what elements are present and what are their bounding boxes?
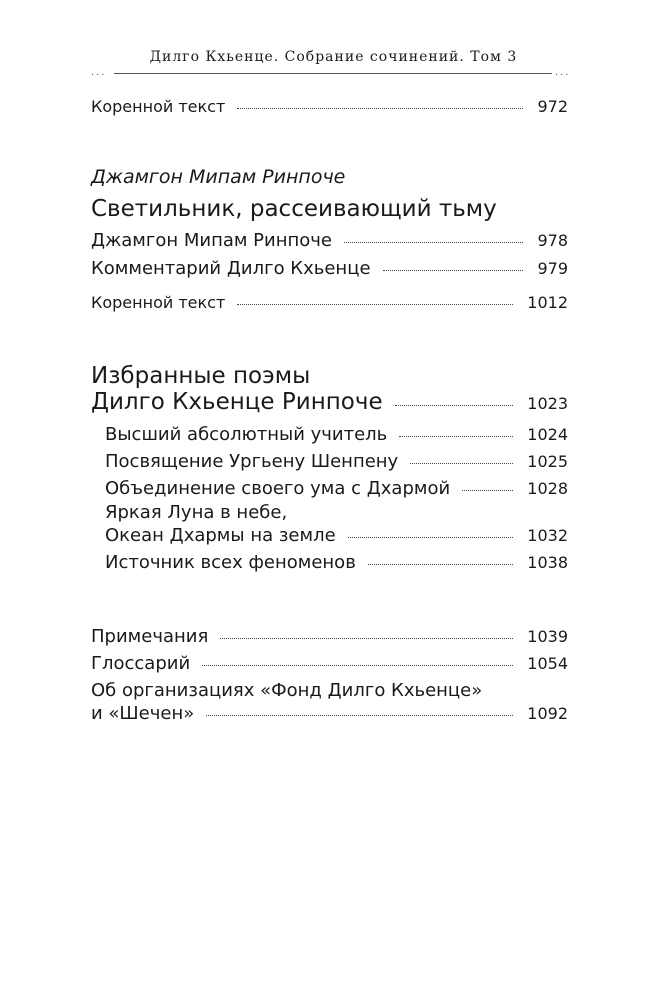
toc-entry-title: Джамгон Мипам Ринпоче	[91, 230, 332, 251]
toc-entry-page: 979	[537, 259, 568, 278]
toc-entry-dilgo-commentary	[91, 258, 568, 279]
dot-leader	[348, 537, 514, 538]
toc-entry-page: 1039	[527, 627, 568, 646]
toc-entry-title: и «Шечен»	[91, 703, 195, 724]
dot-leader	[202, 665, 513, 666]
toc-entry-title: Дилго Кхьенце Ринпоче	[91, 389, 383, 415]
dot-leader	[399, 436, 513, 437]
toc-entry-mipam	[91, 230, 568, 251]
toc-entry-title: Источник всех феноменов	[105, 552, 356, 573]
running-head-rule	[114, 73, 552, 74]
toc-entry-title: Комментарий Дилго Кхьенце	[91, 258, 371, 279]
toc-entry-page: 1023	[527, 394, 568, 413]
section-title: Избранные поэмы	[91, 363, 311, 389]
toc-entry-title: Коренной текст	[91, 97, 226, 116]
toc-entry-notes	[91, 626, 568, 647]
toc-entry-poem-4-line1: Яркая Луна в небе,	[105, 502, 288, 523]
toc-entry-poems-title	[91, 389, 568, 415]
toc-entry-page: 1054	[527, 654, 568, 673]
toc-entry-page: 1032	[527, 526, 568, 545]
toc-entry-poem-1	[105, 424, 568, 445]
section-title: Светильник, рассеивающий тьму	[91, 196, 497, 222]
toc-entry-poem-3	[105, 478, 568, 499]
toc-entry-page: 1024	[527, 425, 568, 444]
toc-entry-title: Океан Дхармы на земле	[105, 525, 336, 546]
toc-entry-orgs-line1: Об организациях «Фонд Дилго Кхьенце»	[91, 680, 483, 701]
toc-entry-root-text-1	[91, 97, 568, 116]
dot-leader	[395, 405, 514, 406]
toc-entry-poem-2	[105, 451, 568, 472]
toc-entry-page: 1038	[527, 553, 568, 572]
toc-entry-page: 1092	[527, 704, 568, 723]
toc-entry-page: 1028	[527, 479, 568, 498]
dot-leader	[206, 715, 513, 716]
section-author: Джамгон Мипам Ринпоче	[91, 166, 346, 188]
toc-entry-page: 972	[537, 97, 568, 116]
dot-leader	[410, 463, 513, 464]
dot-leader	[237, 108, 523, 109]
dot-leader	[237, 304, 513, 305]
toc-entry-title: Объединение своего ума с Дхармой	[105, 478, 451, 499]
running-head-dots-right: ...	[555, 67, 571, 78]
running-head-dots-left: ...	[91, 67, 107, 78]
running-head: Дилго Кхьенце. Собрание сочинений. Том 3	[149, 49, 518, 65]
toc-entry-title: Высший абсолютный учитель	[105, 424, 388, 445]
toc-entry-poem-4	[105, 525, 568, 546]
toc-entry-page: 978	[537, 231, 568, 250]
toc-entry-title: Посвящение Ургьену Шенпену	[105, 451, 399, 472]
toc-entry-orgs	[91, 703, 568, 724]
dot-leader	[462, 490, 513, 491]
toc-entry-title: Примечания	[91, 626, 209, 647]
dot-leader	[344, 242, 523, 243]
toc-entry-title: Глоссарий	[91, 653, 191, 674]
toc-entry-title: Коренной текст	[91, 293, 226, 312]
dot-leader	[220, 638, 513, 639]
toc-entry-glossary	[91, 653, 568, 674]
toc-entry-page: 1025	[527, 452, 568, 471]
dot-leader	[383, 270, 524, 271]
toc-entry-root-text-2	[91, 293, 568, 312]
toc-entry-page: 1012	[527, 293, 568, 312]
dot-leader	[368, 564, 513, 565]
toc-entry-poem-5	[105, 552, 568, 573]
